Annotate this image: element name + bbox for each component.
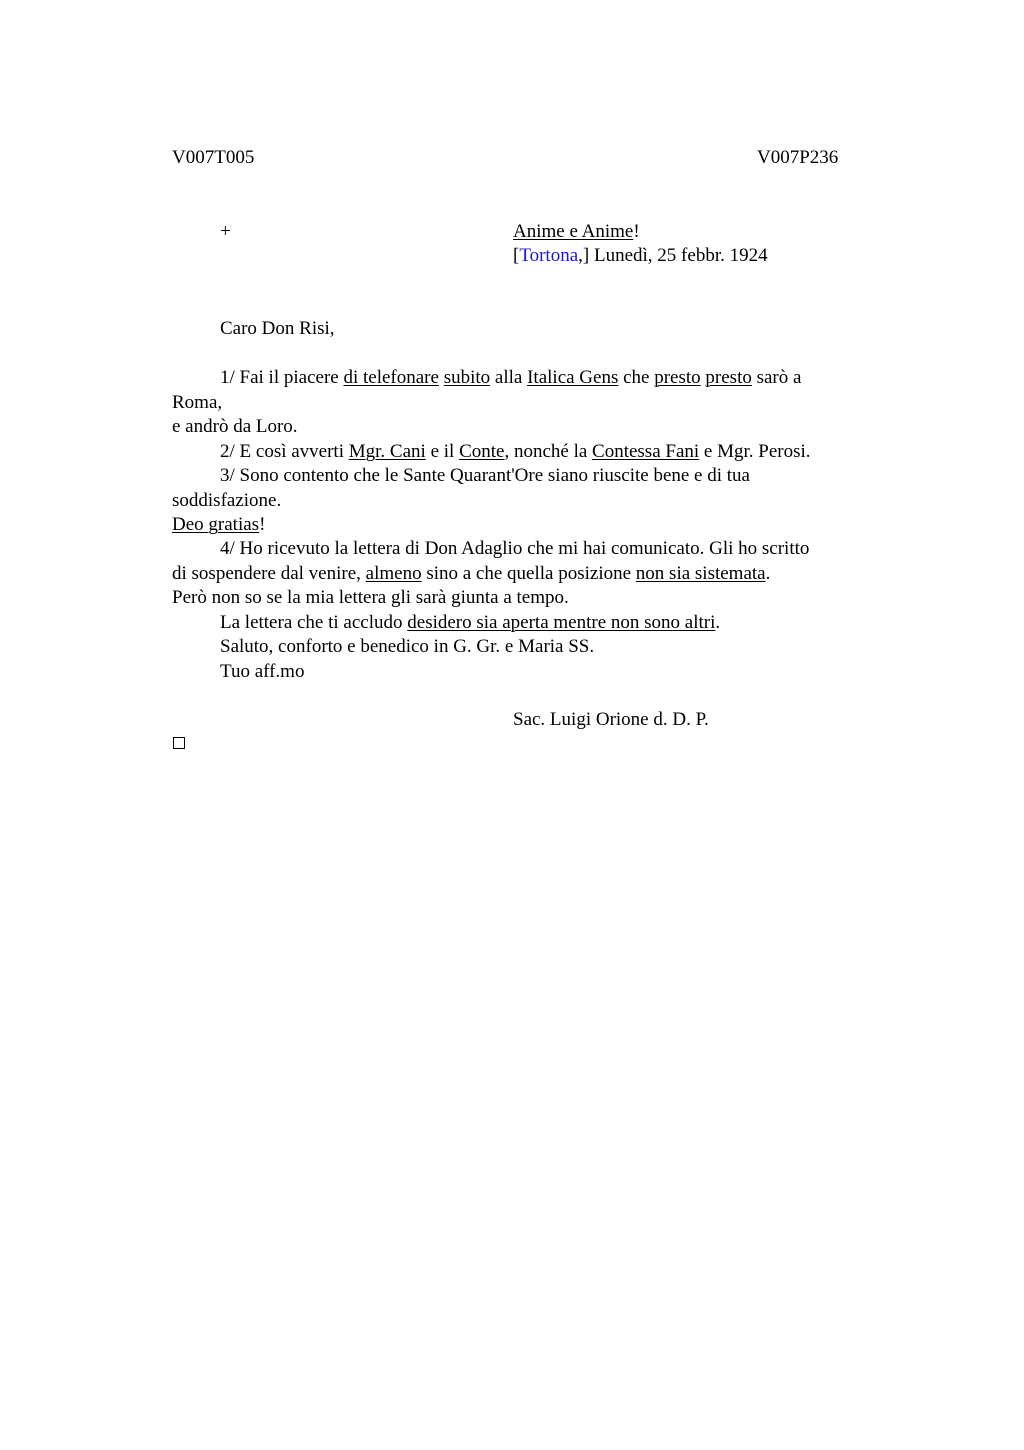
p1-text: alla	[490, 367, 528, 388]
document-code-right: V007P236	[757, 147, 839, 168]
p2-underline-mgr-cani: Mgr. Cani	[348, 441, 426, 462]
p2-text: e Mgr. Perosi.	[699, 441, 811, 462]
deo-gratias-exclamation: !	[259, 514, 266, 535]
p4-text: di sospendere dal venire,	[172, 563, 366, 584]
paragraph-2	[220, 440, 811, 464]
dateline	[513, 244, 768, 268]
deo-gratias	[172, 513, 265, 537]
document-code-left: V007T005	[172, 147, 255, 168]
p5-text: .	[715, 612, 721, 633]
p2-text: 2/ E così avverti	[220, 441, 349, 462]
paragraph-1-line-2: Roma,	[172, 392, 223, 413]
p2-text: e il	[425, 441, 460, 462]
closing-line-1: Saluto, conforto e benedico in G. Gr. e Maria SS.	[220, 636, 595, 657]
dateline-close: ,]	[578, 245, 590, 266]
letter-title	[513, 220, 640, 244]
title-text: Anime e Anime	[513, 221, 634, 242]
p1-text: sarò a	[751, 367, 802, 388]
p1-underline-telefonare: di telefonare	[343, 367, 439, 388]
p1-underline-italica-gens: Italica Gens	[527, 367, 619, 388]
closing-line-2: Tuo aff.mo	[220, 661, 305, 682]
p1-underline-presto: presto	[654, 367, 701, 388]
p4-text: sino a che quella posizione	[421, 563, 636, 584]
cross-mark: +	[220, 221, 231, 242]
signature: Sac. Luigi Orione d. D. P.	[513, 709, 709, 730]
p4-text: .	[765, 563, 771, 584]
paragraph-3-line-1: 3/ Sono contento che le Sante Quarant'Ore siano riuscite bene e di tua	[220, 465, 750, 486]
p2-underline-conte: Conte	[459, 441, 505, 462]
p4-underline-non-sia-sistemata: non sia sistemata	[635, 563, 766, 584]
p1-underline-presto: presto	[705, 367, 752, 388]
p1-text: che	[618, 367, 655, 388]
paragraph-4-line-2	[172, 562, 770, 586]
paragraph-4-line-1: 4/ Ho ricevuto la lettera di Don Adaglio che mi hai comunicato. Gli ho scritto	[220, 538, 810, 559]
paragraph-1-line-3: e andrò da Loro.	[172, 416, 298, 437]
paragraph-5	[220, 611, 720, 635]
p2-text: , nonché la	[504, 441, 593, 462]
title-exclamation: !	[633, 221, 640, 242]
p5-underline: desidero sia aperta mentre non sono altri	[407, 612, 716, 633]
end-box-icon	[173, 737, 185, 749]
dateline-date: Lunedì, 25 febbr. 1924	[589, 245, 768, 266]
p2-underline-contessa-fani: Contessa Fani	[592, 441, 700, 462]
salutation: Caro Don Risi,	[220, 318, 335, 339]
p4-underline-almeno: almeno	[365, 563, 422, 584]
p5-text: La lettera che ti accludo	[220, 612, 408, 633]
paragraph-1-line-1	[220, 366, 801, 390]
p1-underline-subito: subito	[443, 367, 491, 388]
dateline-place: Tortona	[519, 245, 579, 266]
paragraph-3-line-2: soddisfazione.	[172, 490, 282, 511]
dateline-open: [	[513, 245, 520, 266]
deo-gratias-text: Deo gratias	[172, 514, 260, 535]
paragraph-4-line-3: Però non so se la mia lettera gli sarà giunta a tempo.	[172, 587, 569, 608]
p1-text: 1/ Fai il piacere	[220, 367, 344, 388]
